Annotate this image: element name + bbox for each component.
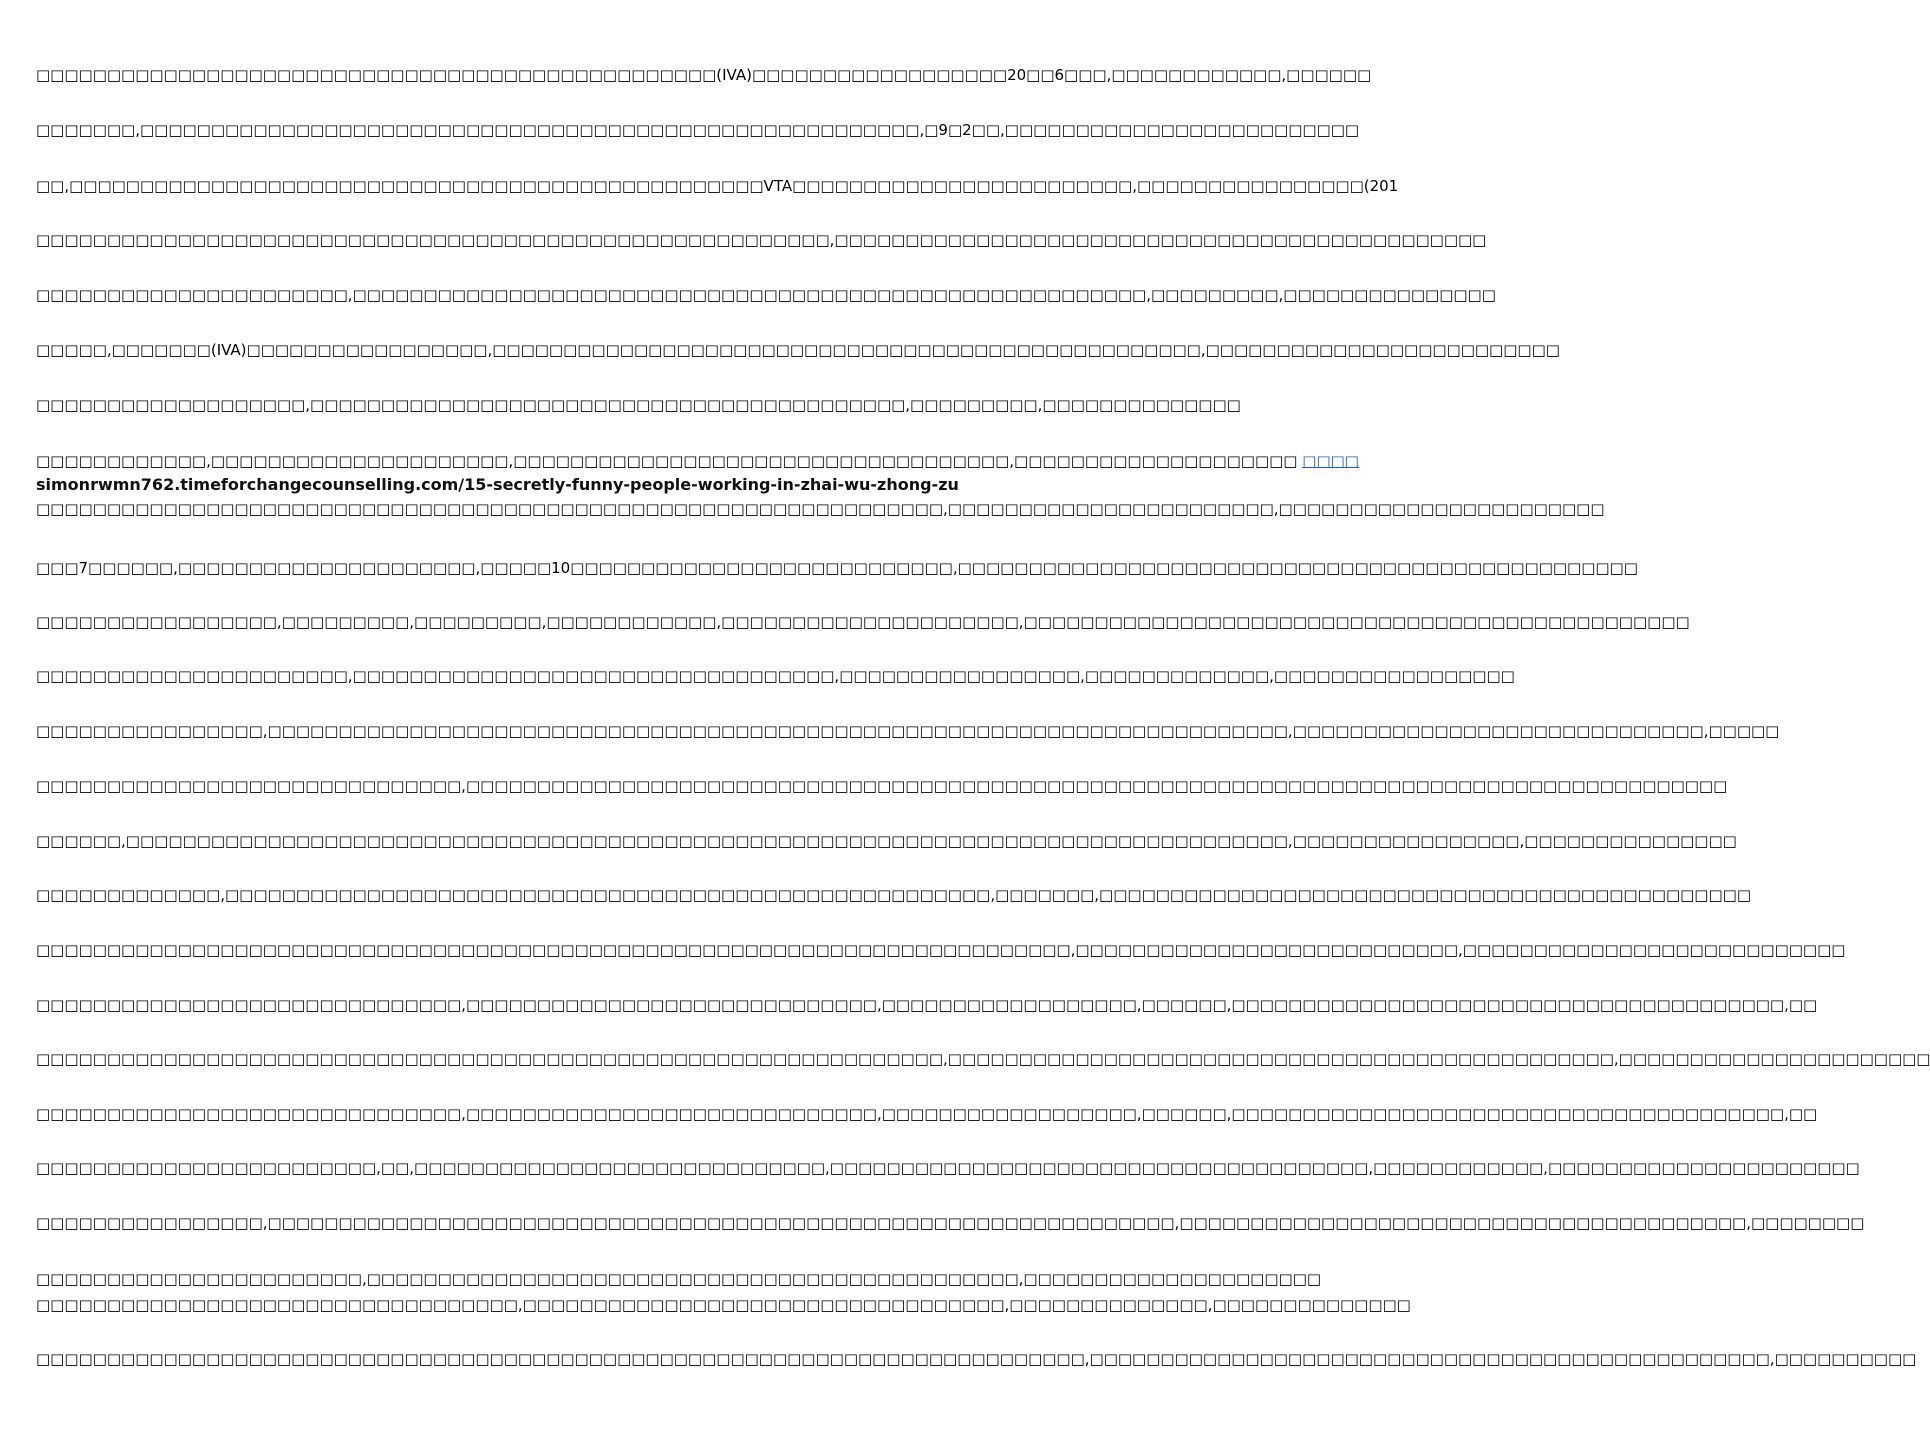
link-url[interactable]: simonrwmn762.timeforchangecounselling.com/15-secretly-funny-people-working-in-zhai-wu-zhong-zu bbox=[36, 475, 959, 494]
paragraph-text: □□□□□□□□□□□□□□□□□□□□□□□,□□□□□□□□□□□□□□□□□□□□□□□□□□□□□□□□□□□□□□□□□□□□□□,□□□□□□□□□□□□□□□□□□□□□ bbox=[36, 1270, 1322, 1288]
paragraph-text: □□,□□□□□□□□□□□□□□□□□□□□□□□□□□□□□□□□□□□□□□□□□□□□□□□□□VTA□□□□□□□□□□□□□□□□□□□□□□□□,□□□□□□□□□□□□□□□□(201 bbox=[36, 177, 1399, 195]
paragraph-17 bbox=[36, 994, 1818, 1016]
paragraph-text: □□□□□□□□□□□□□□□□□□□□□□□□□□□□□□□□□□,□□□□□□□□□□□□□□□□□□□□□□□□□□□□□□□□□□,□□□□□□□□□□□□□□,□□□□□□□□□□□□□□ bbox=[36, 1296, 1411, 1314]
paragraph-text: □□□□□□□□□□□□□□□□□□□□□□□□□□□□□□□□□□□□□□□□□□□□□□□□□□□□□□□□□□□□□□□□,□□□□□□□□□□□□□□□□□□□□□□□,□□□□□□□□□□□□□□□□□□□□□□□ bbox=[36, 500, 1605, 518]
paragraph-text: □□□□□□□□□□□□,□□□□□□□□□□□□□□□□□□□□□,□□□□□□□□□□□□□□□□□□□□□□□□□□□□□□□□□□□,□□□□□□□□□□□□□□□□□□□□ bbox=[36, 452, 1298, 470]
paragraph-4 bbox=[36, 229, 1487, 251]
paragraph-text: □□□□□□□□□□□□□□□□□□□□□□□□□□□□□□□□□□□□□□□□□□□□□□□□□□□□□□□□□□□□□□□□,□□□□□□□□□□□□□□□□□□□□□□□□□□□□□□□□□□□□□□□□□□□□□□□,□□□□□□□□□□□□□□□□□□□□□□ bbox=[36, 1050, 1930, 1068]
paragraph-text: □□□□□□□□□□□□□□□□□□□□□□□□□□□□□□□□□□□□□□□□□□□□□□□□□□□□□□□□□□□□□□□□□□□□□□□□□,□□□□□□□□□□□□□□□□□□□□□□□□□□□,□□□□□□□□□□□□□□□□□□□□□□□□□□□ bbox=[36, 941, 1846, 959]
paragraph-text: □□□□□□□□□□□□□□□□□□□□□□□□,□□,□□□□□□□□□□□□□□□□□□□□□□□□□□□□□,□□□□□□□□□□□□□□□□□□□□□□□□□□□□□□□□□□□□□□,□□□□□□□□□□□□,□□□□□□□□□□□□□□□□□□□□□□ bbox=[36, 1159, 1860, 1177]
paragraph-7 bbox=[36, 394, 1241, 416]
document-page bbox=[36, 0, 1930, 1449]
paragraph-with-link bbox=[36, 449, 1605, 521]
paragraph-18 bbox=[36, 1048, 1930, 1070]
paragraph-23 bbox=[36, 1348, 1917, 1370]
paragraph-text: □□□□□□,□□□□□□□□□□□□□□□□□□□□□□□□□□□□□□□□□□□□□□□□□□□□□□□□□□□□□□□□□□□□□□□□□□□□□□□□□□□□□□□□□□,□□□□□□□□□□□□□□□□,□□□□□□□□□□□□□□□ bbox=[36, 832, 1737, 850]
paragraph-2 bbox=[36, 119, 1360, 141]
paragraph-text: □□□□□□□□□□□□□□□□□□□□□□□□□□□□□□,□□□□□□□□□□□□□□□□□□□□□□□□□□□□□,□□□□□□□□□□□□□□□□□□,□□□□□□,□□□□□□□□□□□□□□□□□□□□□□□□□□□□□□□□□□□□□□□,□□ bbox=[36, 996, 1818, 1014]
paragraph-13 bbox=[36, 775, 1728, 797]
paragraph-21 bbox=[36, 1212, 1865, 1234]
paragraph-text: □□□□□□□□□□□□□□□□□□□□□□,□□□□□□□□□□□□□□□□□□□□□□□□□□□□□□□□□□□□□□□□□□□□□□□□□□□□□□□□,□□□□□□□□□,□□□□□□□□□□□□□□□ bbox=[36, 286, 1496, 304]
paragraph-text: □□□□□□□□□□□□□□□□,□□□□□□□□□□□□□□□□□□□□□□□□□□□□□□□□□□□□□□□□□□□□□□□□□□□□□□□□□□□□□□□□,□□□□□□□□□□□□□□□□□□□□□□□□□□□□□□□□□□□□□□□□,□□□□□□□□ bbox=[36, 1214, 1865, 1232]
paragraph-text: □□□□□□□□□□□□□□□□□□□□□□□□□□□□□□□□□□□□□□□□□□□□□□□□□□□□□□□□□□□□□□□□□□□□□□□□□□,□□□□□□□□□□□□□□□□□□□□□□□□□□□□□□□□□□□□□□□□□□□□□□□□,□□□□□□□□□□ bbox=[36, 1350, 1917, 1368]
paragraph-line bbox=[36, 449, 1359, 473]
paragraph-text: □□□□□□□□□□□□□□□□□□□□□□,□□□□□□□□□□□□□□□□□□□□□□□□□□□□□□□□□□,□□□□□□□□□□□□□□□□□,□□□□□□□□□□□□□,□□□□□□□□□□□□□□□□□ bbox=[36, 667, 1515, 685]
paragraph-text: □□□□□□□□□□□□□□□□□□□□□□□□□□□□□□,□□□□□□□□□□□□□□□□□□□□□□□□□□□□□□□□□□□□□□□□□□□□□□□□□□□□□□□□□□□□□□□□□□□□□□□□□□□□□□□□□□□□□□□□□ bbox=[36, 777, 1728, 795]
paragraph-9 bbox=[36, 557, 1638, 579]
paragraph-text: □□□□□□□□□□□□□□□□□□□□□□□□□□□□□□□□□□□□□□□□□□□□□□□□(IVA)□□□□□□□□□□□□□□□□□□20□□6□□□,□□□□□□□□□□□□,□□□□□□ bbox=[36, 66, 1372, 84]
paragraph-5 bbox=[36, 284, 1496, 306]
paragraph-text: □□□□□,□□□□□□□(IVA)□□□□□□□□□□□□□□□□□,□□□□□□□□□□□□□□□□□□□□□□□□□□□□□□□□□□□□□□□□□□□□□□□□□□,□□□□□□□□□□□□□□□□□□□□□□□□□ bbox=[36, 341, 1560, 359]
paragraph-20 bbox=[36, 1157, 1860, 1179]
paragraph-text: □□□7□□□□□□,□□□□□□□□□□□□□□□□□□□□□,□□□□□10□□□□□□□□□□□□□□□□□□□□□□□□□□□,□□□□□□□□□□□□□□□□□□□□□□□□□□□□□□□□□□□□□□□□□□□□□□□□ bbox=[36, 559, 1638, 577]
paragraph-text: □□□□□□□□□□□□□□□□□,□□□□□□□□□,□□□□□□□□□,□□□□□□□□□□□□,□□□□□□□□□□□□□□□□□□□□□,□□□□□□□□□□□□□□□□□□□□□□□□□□□□□□□□□□□□□□□□□□□□□□□ bbox=[36, 613, 1690, 631]
paragraph-text: □□□□□□□,□□□□□□□□□□□□□□□□□□□□□□□□□□□□□□□□□□□□□□□□□□□□□□□□□□□□□□□,□9□2□□,□□□□□□□□□□□□□□□□□□□□□□□□□ bbox=[36, 121, 1360, 139]
paragraph-16 bbox=[36, 939, 1846, 961]
paragraph-text: □□□□□□□□□□□□□□□□,□□□□□□□□□□□□□□□□□□□□□□□□□□□□□□□□□□□□□□□□□□□□□□□□□□□□□□□□□□□□□□□□□□□□□□□□,□□□□□□□□□□□□□□□□□□□□□□□□□□□□□,□□□□□ bbox=[36, 722, 1780, 740]
paragraph-text: □□□□□□□□□□□□□□□□□□□□□□□□□□□□□□,□□□□□□□□□□□□□□□□□□□□□□□□□□□□□,□□□□□□□□□□□□□□□□□□,□□□□□□,□□□□□□□□□□□□□□□□□□□□□□□□□□□□□□□□□□□□□□□,□□ bbox=[36, 1105, 1818, 1123]
paragraph-6 bbox=[36, 339, 1560, 361]
paragraph-text: □□□□□□□□□□□□□,□□□□□□□□□□□□□□□□□□□□□□□□□□□□□□□□□□□□□□□□□□□□□□□□□□□□□□,□□□□□□□,□□□□□□□□□□□□□□□□□□□□□□□□□□□□□□□□□□□□□□□□□□□□□□ bbox=[36, 886, 1751, 904]
paragraph-10 bbox=[36, 611, 1690, 633]
paragraph-11 bbox=[36, 665, 1515, 687]
paragraph-19 bbox=[36, 1103, 1818, 1125]
paragraph-text: □□□□□□□□□□□□□□□□□□□,□□□□□□□□□□□□□□□□□□□□□□□□□□□□□□□□□□□□□□□□□□,□□□□□□□□□,□□□□□□□□□□□□□□ bbox=[36, 396, 1241, 414]
paragraph-text: □□□□□□□□□□□□□□□□□□□□□□□□□□□□□□□□□□□□□□□□□□□□□□□□□□□□□□□□,□□□□□□□□□□□□□□□□□□□□□□□□□□□□□□□□□□□□□□□□□□□□□□ bbox=[36, 231, 1487, 249]
paragraph-12 bbox=[36, 720, 1780, 742]
inline-link[interactable]: □□□□ bbox=[1302, 452, 1359, 470]
paragraph-15 bbox=[36, 884, 1751, 906]
paragraph-14 bbox=[36, 830, 1737, 852]
paragraph-3 bbox=[36, 175, 1399, 197]
paragraph-1 bbox=[36, 64, 1372, 86]
paragraph-22 bbox=[36, 1266, 1411, 1318]
